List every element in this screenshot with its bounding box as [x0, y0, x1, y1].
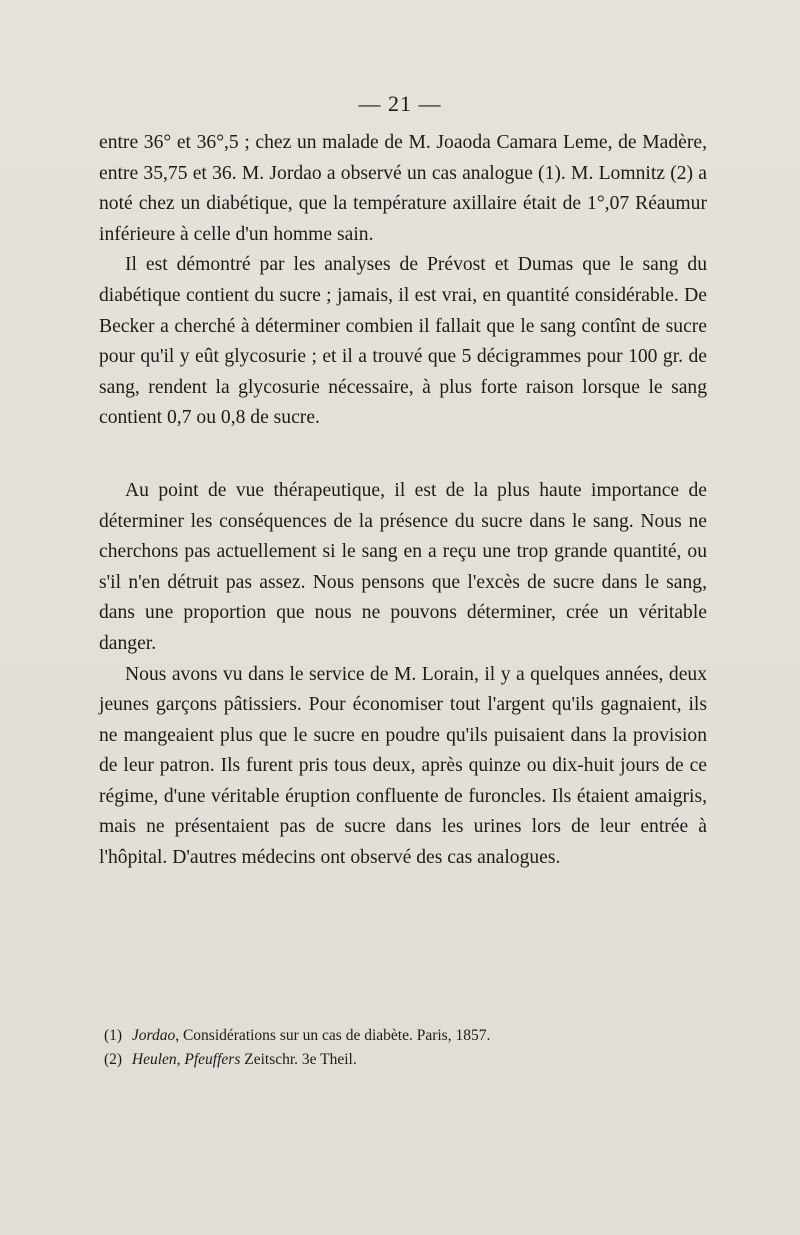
- footnote-author: Heulen, Pfeuffers: [131, 1051, 241, 1068]
- footnotes: [104, 1024, 714, 1072]
- paragraph-gap: [99, 434, 707, 476]
- paragraph-2: Il est démontré par les analyses de Prévost et Dumas que le sang du diabétique contient du sucre ; jamais, il est vrai, en quantité considérable. De Becker a cherché à déterminer combien il fallait que le sang contînt de sucre pour qu'il y eût glycosurie ; et il a trouvé que 5 décigrammes pour 100 gr. de sang, rendent la glycosurie nécessaire, à plus forte raison lorsque le sang contient 0,7 ou 0,8 de sucre.: [99, 254, 707, 429]
- footnote-mark: (1): [104, 1027, 123, 1044]
- paragraph-1: entre 36° et 36°,5 ; chez un malade de M. Joaoda Camara Leme, de Madère, entre 35,75 et 36. M. Jordao a observé un cas analogue (1). M. Lomnitz (2) a noté chez un diabétique, que la température axillaire était de 1°,07 Réaumur inférieure à celle d'un homme sain.: [99, 132, 707, 245]
- paragraph-4: Nous avons vu dans le service de M. Lorain, il y a quelques années, deux jeunes garçons pâtissiers. Pour économiser tout l'argent qu'ils gagnaient, ils ne mangeaient plus que le sucre en poudre qu'ils puisaient dans la provision de leur patron. Ils furent pris tous deux, après quinze ou dix-huit jours de ce régime, d'une véritable éruption confluente de furoncles. Ils étaient amaigris, mais ne présentaient pas de sucre dans les urines lors de leur entrée à l'hôpital. D'autres médecins ont observé des cas analogues.: [99, 663, 707, 869]
- body-text: [99, 128, 707, 874]
- footnote-1: [104, 1024, 714, 1048]
- footnote-mark: (2): [104, 1051, 123, 1068]
- footnote-text: , Considérations sur un cas de diabète. Paris, 1857.: [175, 1027, 491, 1044]
- footnote-text: Zeitschr. 3e Theil.: [240, 1051, 357, 1068]
- footnote-2: [104, 1048, 714, 1072]
- page-number: — 21 —: [358, 91, 442, 116]
- paragraph-3: Au point de vue thérapeutique, il est de la plus haute importance de déterminer les conséquences de la présence du sucre dans le sang. Nous ne cherchons pas actuellement si le sang en a reçu une trop grande quantité, ou s'il n'en détruit pas assez. Nous pensons que l'excès de sucre dans le sang, dans une proportion que nous ne pouvons déterminer, crée un véritable danger.: [99, 479, 707, 654]
- footnote-author: Jordao: [131, 1027, 176, 1044]
